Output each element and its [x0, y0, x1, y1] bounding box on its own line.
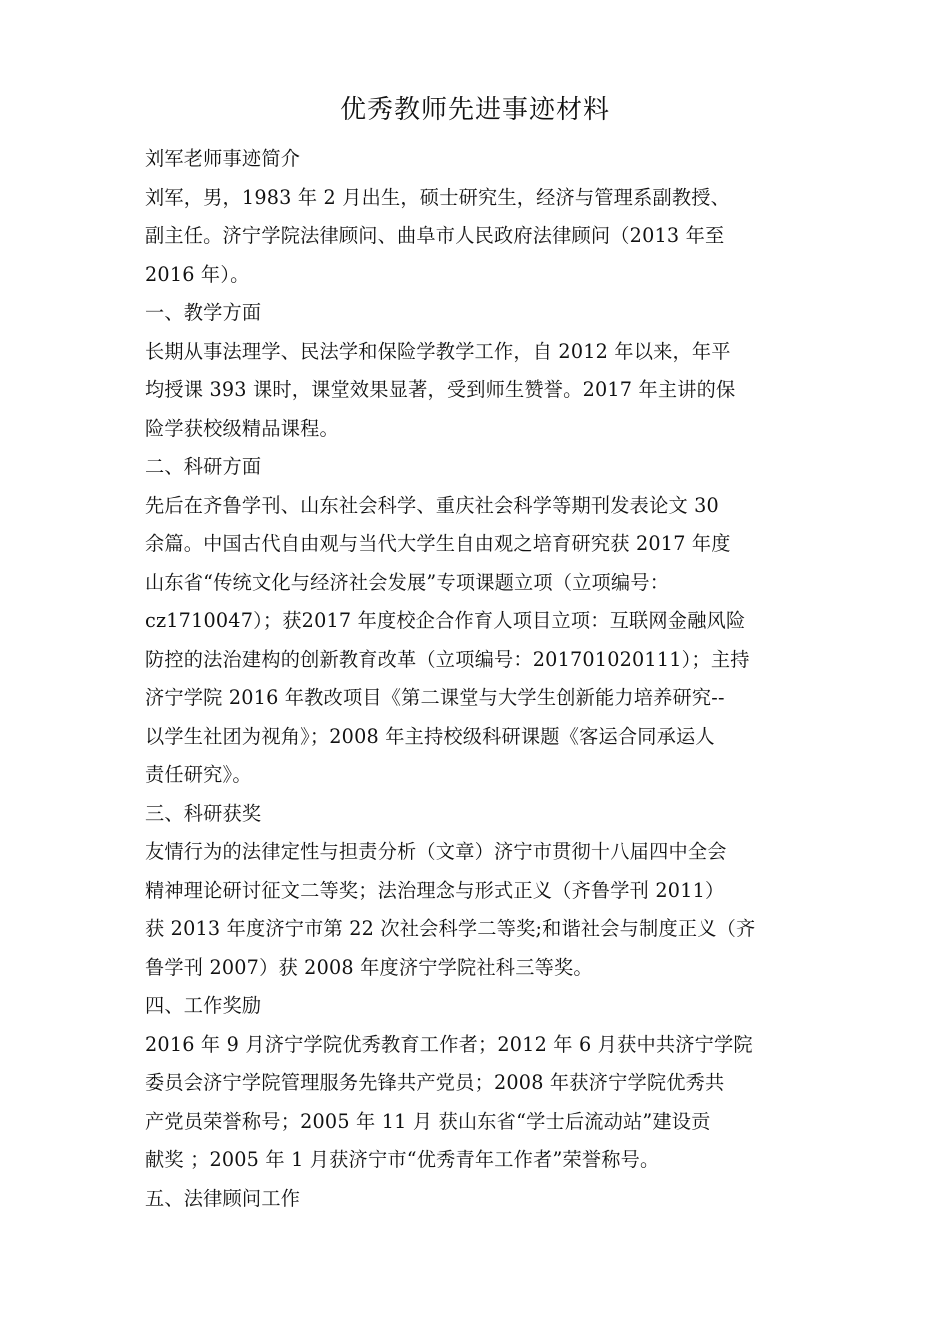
paragraph-line: cz1710047）；获2017 年度校企合作育人项目立项：互联网金融风险 [145, 609, 746, 632]
section-heading-research: 二、科研方面 [145, 455, 262, 478]
paragraph-line: 均授课 393 课时，课堂效果显著，受到师生赞誉。2017 年主讲的保 [145, 378, 736, 401]
section-heading-teaching: 一、教学方面 [145, 301, 262, 324]
section-heading-intro: 刘军老师事迹简介 [145, 147, 301, 170]
paragraph-line: 先后在齐鲁学刊、山东社会科学、重庆社会科学等期刊发表论文 30 [145, 493, 719, 517]
paragraph-line: 委员会济宁学院管理服务先锋共产党员；2008 年获济宁学院优秀共 [145, 1071, 725, 1094]
paragraph-line: 获 2013 年度济宁市第 22 次社会科学二等奖;和谐社会与制度正义（齐 [145, 917, 756, 940]
paragraph-line: 鲁学刊 2007）获 2008 年度济宁学院社科三等奖。 [145, 955, 593, 979]
section-heading-legal-advisor: 五、法律顾问工作 [145, 1186, 301, 1210]
paragraph-line: 长期从事法理学、民法学和保险学教学工作，自 2012 年以来，年平 [145, 339, 731, 363]
paragraph-line: 险学获校级精品课程。 [145, 416, 339, 440]
paragraph-line: 余篇。中国古代自由观与当代大学生自由观之培育研究获 2017 年度 [145, 532, 731, 555]
paragraph-line: 献奖 ；2005 年 1 月获济宁市“优秀青年工作者”荣誉称号。 [145, 1148, 660, 1171]
paragraph-line: 济宁学院 2016 年教改项目《第二课堂与大学生创新能力培养研究-- [145, 686, 725, 709]
paragraph-line: 精神理论研讨征文二等奖；法治理念与形式正义（齐鲁学刊 2011） [145, 878, 725, 902]
paragraph-line: 以学生社团为视角》；2008 年主持校级科研课题《客运合同承运人 [145, 724, 715, 748]
paragraph-line: 产党员荣誉称号；2005 年 11 月 获山东省“学士后流动站”建设贡 [145, 1109, 711, 1133]
paragraph-line: 2016 年）。 [145, 262, 250, 286]
paragraph-line: 副主任。济宁学院法律顾问、曲阜市人民政府法律顾问（2013 年至 [145, 224, 725, 247]
paragraph-line: 责任研究》。 [145, 763, 252, 786]
section-heading-work-honors: 四、工作奖励 [145, 994, 262, 1017]
document-body [145, 140, 810, 1218]
paragraph-line: 2016 年 9 月济宁学院优秀教育工作者；2012 年 6 月获中共济宁学院 [145, 1032, 753, 1056]
section-heading-awards: 三、科研获奖 [145, 801, 262, 825]
document-title: 优秀教师先进事迹材料 [339, 95, 610, 125]
paragraph-line: 山东省“传统文化与经济社会发展”专项课题立项（立项编号： [145, 570, 670, 594]
paragraph-line: 刘军，男，1983 年 2 月出生，硕士研究生，经济与管理系副教授、 [145, 185, 731, 209]
paragraph-line: 防控的法治建构的创新教育改革（立项编号：201701020111）；主持 [145, 647, 750, 671]
paragraph-line: 友情行为的法律定性与担责分析（文章）济宁市贯彻十八届四中全会 [145, 840, 727, 863]
